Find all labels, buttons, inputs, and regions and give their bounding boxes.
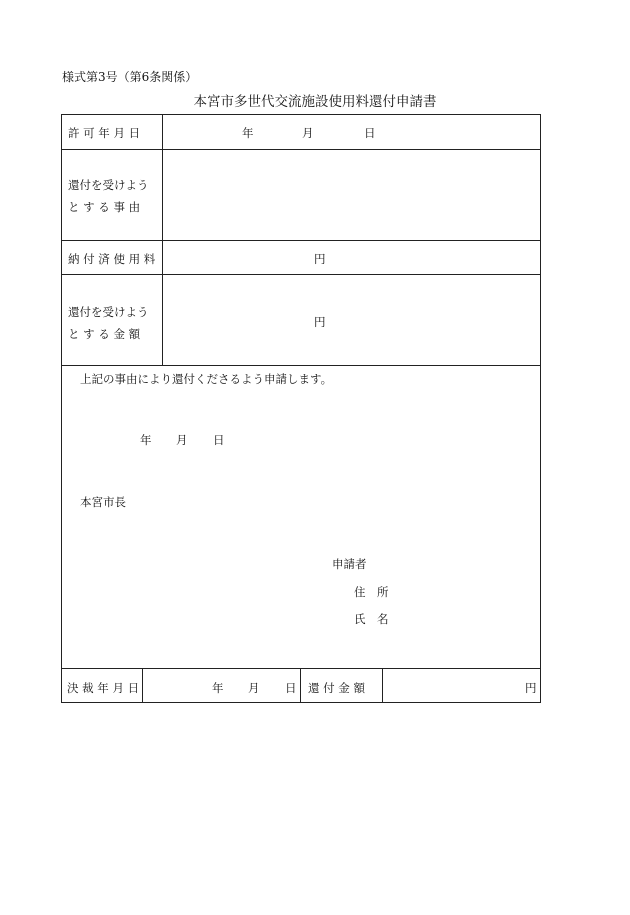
form-number: 様式第3号（第6条関係） xyxy=(62,70,198,84)
refund-reason-field[interactable] xyxy=(164,151,540,239)
name-label: 氏 名 xyxy=(354,612,389,626)
permit-day: 日 xyxy=(364,126,376,140)
decision-date-label: 決 裁 年 月 日 xyxy=(67,681,140,695)
decision-year: 年 xyxy=(212,681,224,695)
row-divider xyxy=(62,240,540,241)
row-divider xyxy=(62,274,540,275)
refund-amount-label-line2: と す る 金 額 xyxy=(68,327,141,341)
paid-fee-label: 納 付 済 使 用 料 xyxy=(68,252,156,266)
request-month: 月 xyxy=(176,433,188,447)
refund-total-unit: 円 xyxy=(525,681,537,695)
row-divider xyxy=(62,149,540,150)
footer-divider xyxy=(382,668,383,703)
refund-amount-unit: 円 xyxy=(314,315,326,329)
form-title: 本宮市多世代交流施設使用料還付申請書 xyxy=(193,94,437,110)
footer-divider xyxy=(142,668,143,703)
permit-date-label: 許 可 年 月 日 xyxy=(68,126,141,140)
footer-divider xyxy=(300,668,301,703)
refund-amount-label-line1: 還付を受けよう xyxy=(68,305,149,319)
row-divider xyxy=(62,668,540,669)
applicant-label: 申請者 xyxy=(332,557,367,571)
request-day: 日 xyxy=(213,433,225,447)
permit-year: 年 xyxy=(242,126,254,140)
addressee: 本宮市長 xyxy=(80,495,126,509)
address-label: 住 所 xyxy=(354,585,389,599)
label-column-divider xyxy=(162,115,163,365)
paid-fee-unit: 円 xyxy=(314,252,326,266)
refund-reason-label-line1: 還付を受けよう xyxy=(68,178,149,192)
decision-month: 月 xyxy=(248,681,260,695)
refund-reason-label-line2: と す る 事 由 xyxy=(68,200,141,214)
request-statement: 上記の事由により還付くださるよう申請します。 xyxy=(80,372,333,386)
request-year: 年 xyxy=(140,433,152,447)
decision-day: 日 xyxy=(285,681,297,695)
refund-total-label: 還 付 金 額 xyxy=(308,681,365,695)
permit-month: 月 xyxy=(302,126,314,140)
application-form-table xyxy=(61,114,541,703)
row-divider xyxy=(62,365,540,366)
